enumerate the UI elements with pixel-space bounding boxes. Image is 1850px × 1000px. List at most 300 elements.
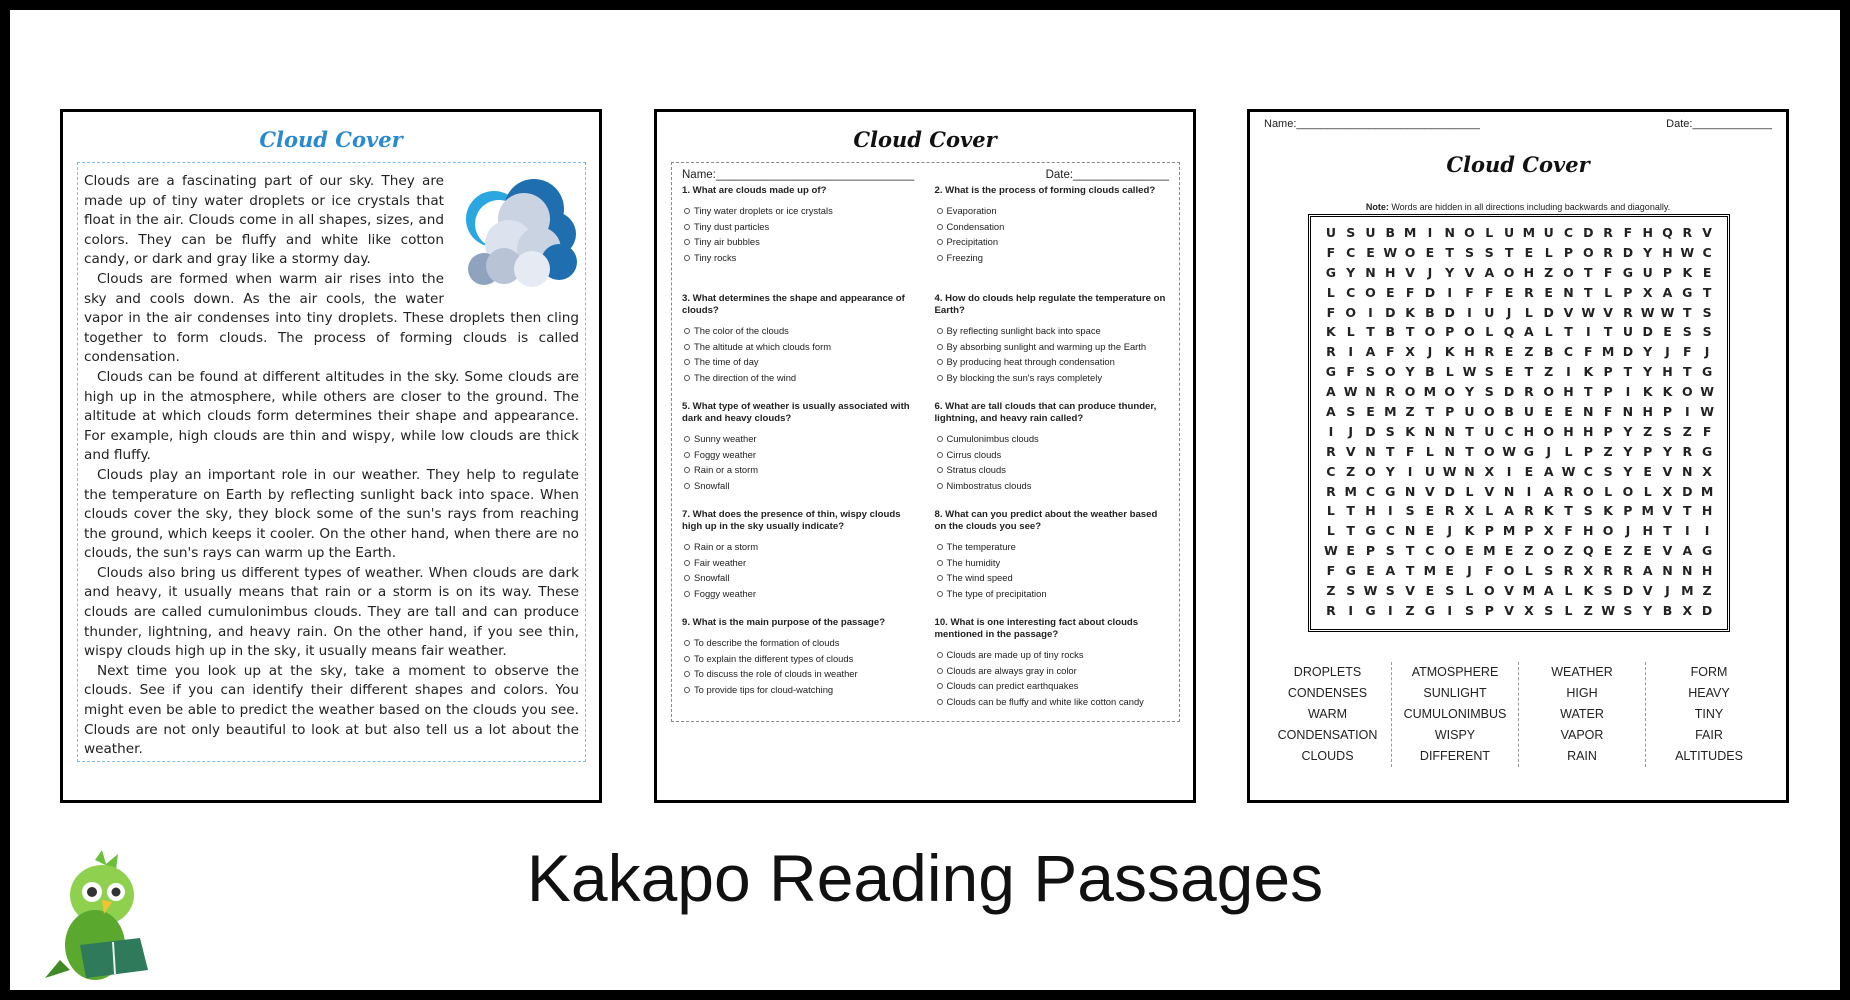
answer-option[interactable]: The humidity [935, 555, 1170, 571]
answer-option[interactable]: Sunny weather [682, 431, 917, 447]
grid-letter[interactable]: S [1484, 364, 1494, 380]
grid-letter[interactable]: N [1444, 423, 1455, 439]
grid-letter[interactable]: O [1404, 384, 1416, 400]
grid-letter[interactable]: C [1365, 483, 1376, 499]
grid-letter[interactable]: E [1366, 244, 1375, 260]
grid-letter[interactable]: F [1623, 225, 1633, 240]
grid-letter[interactable]: V [1662, 543, 1673, 559]
grid-letter[interactable]: L [1564, 443, 1573, 459]
grid-letter[interactable]: K [1603, 503, 1613, 519]
grid-letter[interactable]: A [1642, 563, 1653, 579]
grid-letter[interactable]: Z [1702, 583, 1712, 599]
grid-letter[interactable]: G [1701, 543, 1713, 559]
grid-letter[interactable]: Y [1405, 364, 1415, 380]
grid-letter[interactable]: H [1642, 523, 1653, 539]
grid-letter[interactable]: V [1662, 463, 1673, 479]
grid-letter[interactable]: O [1444, 543, 1456, 559]
grid-letter[interactable]: I [1447, 284, 1453, 300]
grid-letter[interactable]: E [1366, 404, 1375, 420]
grid-letter[interactable]: A [1524, 324, 1534, 340]
grid-letter[interactable]: O [1444, 384, 1456, 400]
grid-letter[interactable]: Q [1662, 225, 1673, 240]
grid-letter[interactable]: E [1346, 543, 1355, 559]
grid-letter[interactable]: G [1325, 364, 1337, 380]
grid-letter[interactable]: U [1484, 304, 1495, 320]
answer-option[interactable]: By reflecting sunlight back into space [935, 323, 1170, 339]
grid-letter[interactable]: T [1584, 264, 1593, 280]
grid-letter[interactable]: J [1546, 443, 1552, 459]
answer-option[interactable]: Clouds are always gray in color [935, 663, 1170, 679]
grid-letter[interactable]: C [1504, 423, 1514, 439]
grid-letter[interactable]: C [1563, 225, 1574, 240]
grid-letter[interactable]: F [1326, 304, 1336, 320]
answer-option[interactable]: Precipitation [935, 234, 1170, 250]
grid-letter[interactable]: U [1484, 423, 1495, 439]
grid-letter[interactable]: H [1385, 264, 1396, 280]
grid-letter[interactable]: O [1602, 523, 1614, 539]
grid-letter[interactable]: L [1564, 583, 1573, 599]
grid-letter[interactable]: A [1484, 264, 1495, 280]
grid-letter[interactable]: W [1700, 404, 1714, 420]
grid-letter[interactable]: E [1544, 404, 1553, 420]
grid-letter[interactable]: Y [1464, 384, 1475, 400]
answer-option[interactable]: Snowfall [682, 478, 917, 494]
grid-letter[interactable]: S [1484, 384, 1494, 400]
answer-option[interactable]: Freezing [935, 250, 1170, 266]
grid-letter[interactable]: K [1543, 503, 1554, 519]
grid-letter[interactable]: J [1704, 344, 1710, 360]
grid-letter[interactable]: D [1642, 324, 1653, 340]
grid-letter[interactable]: L [1465, 483, 1474, 499]
grid-letter[interactable]: O [1543, 384, 1555, 400]
grid-letter[interactable]: W [1601, 602, 1615, 618]
grid-letter[interactable]: Z [1623, 543, 1633, 559]
grid-letter[interactable]: D [1503, 384, 1515, 400]
grid-letter[interactable]: B [1662, 602, 1673, 618]
grid-letter[interactable]: C [1702, 244, 1712, 260]
answer-option[interactable]: Cumulonimbus clouds [935, 431, 1170, 447]
grid-letter[interactable]: V [1603, 304, 1613, 320]
grid-letter[interactable]: Z [1405, 602, 1415, 618]
grid-letter[interactable]: R [1385, 384, 1396, 400]
grid-letter[interactable]: L [1485, 225, 1494, 240]
grid-letter[interactable]: N [1424, 423, 1436, 439]
grid-letter[interactable]: Z [1524, 543, 1534, 559]
answer-option[interactable]: Tiny dust particles [682, 219, 917, 235]
grid-letter[interactable]: O [1582, 244, 1594, 260]
grid-letter[interactable]: N [1682, 463, 1693, 479]
answer-option[interactable]: Nimbostratus clouds [935, 478, 1170, 494]
grid-letter[interactable]: T [1564, 503, 1573, 519]
grid-letter[interactable]: D [1622, 244, 1634, 260]
grid-letter[interactable]: I [1566, 364, 1571, 380]
grid-letter[interactable]: G [1682, 284, 1693, 300]
grid-letter[interactable]: C [1425, 543, 1435, 559]
grid-letter[interactable]: N [1583, 404, 1594, 420]
grid-letter[interactable]: J [1447, 523, 1453, 539]
grid-letter[interactable]: D [1444, 483, 1455, 499]
grid-letter[interactable]: R [1563, 483, 1574, 499]
grid-letter[interactable]: O [1543, 543, 1555, 559]
grid-letter[interactable]: S [1346, 583, 1356, 599]
answer-option[interactable]: Foggy weather [682, 586, 917, 602]
grid-letter[interactable]: U [1622, 324, 1633, 340]
grid-letter[interactable]: J [1348, 423, 1354, 439]
grid-letter[interactable]: E [1425, 244, 1435, 260]
grid-letter[interactable]: I [1328, 423, 1334, 439]
grid-letter[interactable]: I [1427, 225, 1433, 240]
grid-letter[interactable]: R [1326, 344, 1336, 360]
grid-letter[interactable]: T [1405, 563, 1415, 579]
grid-letter[interactable]: N [1444, 225, 1455, 240]
grid-letter[interactable]: L [1425, 443, 1434, 459]
grid-letter[interactable]: E [1465, 543, 1474, 559]
grid-letter[interactable]: W [1442, 463, 1457, 479]
grid-letter[interactable]: H [1701, 503, 1713, 519]
grid-letter[interactable]: V [1504, 583, 1514, 599]
grid-letter[interactable]: P [1445, 324, 1455, 340]
grid-letter[interactable]: N [1365, 264, 1376, 280]
grid-letter[interactable]: C [1346, 284, 1356, 300]
grid-letter[interactable]: O [1464, 225, 1475, 240]
grid-letter[interactable]: D [1444, 304, 1455, 320]
grid-letter[interactable]: F [1584, 344, 1593, 360]
answer-option[interactable]: Tiny water droplets or ice crystals [682, 203, 917, 219]
grid-letter[interactable]: I [1348, 602, 1354, 618]
grid-letter[interactable]: K [1682, 264, 1693, 280]
grid-letter[interactable]: U [1523, 404, 1534, 420]
grid-letter[interactable]: S [1464, 244, 1474, 260]
grid-letter[interactable]: V [1405, 583, 1415, 599]
grid-letter[interactable]: A [1543, 483, 1554, 499]
grid-letter[interactable]: C [1346, 244, 1356, 260]
grid-letter[interactable]: G [1701, 443, 1713, 459]
grid-letter[interactable]: O [1464, 324, 1475, 340]
answer-option[interactable]: By blocking the sun's rays completely [935, 370, 1170, 386]
grid-letter[interactable]: X [1702, 463, 1712, 479]
grid-letter[interactable]: G [1365, 523, 1376, 539]
grid-letter[interactable]: V [1484, 483, 1495, 499]
grid-letter[interactable]: N [1404, 523, 1416, 539]
grid-letter[interactable]: Y [1385, 463, 1395, 479]
grid-letter[interactable]: L [1524, 563, 1533, 579]
grid-letter[interactable]: R [1326, 602, 1336, 618]
answer-option[interactable]: Fair weather [682, 555, 917, 571]
grid-letter[interactable]: E [1524, 463, 1534, 479]
grid-letter[interactable]: M [1423, 384, 1437, 400]
grid-letter[interactable]: Z [1643, 423, 1653, 439]
grid-letter[interactable]: M [1601, 344, 1615, 360]
grid-letter[interactable]: U [1642, 264, 1653, 280]
grid-letter[interactable]: B [1425, 304, 1435, 320]
grid-letter[interactable]: Y [1445, 264, 1455, 280]
grid-letter[interactable]: P [1563, 244, 1574, 260]
grid-letter[interactable]: W [1660, 304, 1675, 320]
grid-letter[interactable]: A [1385, 563, 1396, 579]
grid-letter[interactable]: E [1504, 344, 1514, 360]
grid-letter[interactable]: O [1622, 483, 1634, 499]
grid-letter[interactable]: T [1465, 443, 1474, 459]
grid-letter[interactable]: O [1503, 264, 1515, 280]
answer-option[interactable]: Clouds are made up of tiny rocks [935, 647, 1170, 663]
grid-letter[interactable]: I [1585, 324, 1591, 340]
grid-letter[interactable]: O [1563, 264, 1574, 280]
grid-letter[interactable]: K [1326, 324, 1336, 340]
grid-letter[interactable]: E [1643, 463, 1652, 479]
grid-letter[interactable]: X [1642, 284, 1653, 300]
grid-letter[interactable]: L [1346, 324, 1355, 340]
grid-letter[interactable]: P [1445, 404, 1455, 420]
grid-letter[interactable]: T [1663, 523, 1672, 539]
grid-letter[interactable]: I [1506, 463, 1512, 479]
grid-letter[interactable]: E [1504, 364, 1514, 380]
answer-option[interactable]: Rain or a storm [682, 462, 917, 478]
grid-letter[interactable]: E [1524, 244, 1534, 260]
grid-letter[interactable]: O [1543, 423, 1555, 439]
grid-letter[interactable]: I [1387, 602, 1393, 618]
grid-letter[interactable]: P [1662, 404, 1673, 420]
grid-letter[interactable]: R [1484, 344, 1495, 360]
grid-letter[interactable]: D [1583, 225, 1594, 240]
grid-letter[interactable]: N [1404, 483, 1416, 499]
grid-letter[interactable]: S [1544, 602, 1554, 618]
grid-letter[interactable]: E [1663, 324, 1672, 340]
grid-letter[interactable]: U [1424, 463, 1435, 479]
grid-letter[interactable]: N [1563, 284, 1574, 300]
grid-letter[interactable]: E [1544, 284, 1553, 300]
grid-letter[interactable]: R [1682, 443, 1693, 459]
grid-letter[interactable]: E [1564, 404, 1573, 420]
grid-letter[interactable]: T [1584, 284, 1593, 300]
grid-letter[interactable]: H [1701, 563, 1713, 579]
grid-letter[interactable]: F [1346, 364, 1355, 380]
grid-letter[interactable]: A [1504, 503, 1514, 519]
grid-letter[interactable]: Z [1563, 543, 1574, 559]
grid-letter[interactable]: W [1343, 384, 1358, 400]
grid-letter[interactable]: B [1543, 344, 1554, 360]
grid-letter[interactable]: E [1425, 523, 1435, 539]
grid-letter[interactable]: J [1506, 304, 1512, 320]
grid-letter[interactable]: S [1445, 583, 1455, 599]
grid-letter[interactable]: S [1385, 543, 1395, 559]
grid-letter[interactable]: S [1346, 225, 1356, 240]
grid-letter[interactable]: X [1682, 602, 1693, 618]
grid-letter[interactable]: W [1462, 364, 1477, 380]
answer-option[interactable]: The color of the clouds [682, 323, 917, 339]
grid-letter[interactable]: P [1662, 264, 1673, 280]
grid-letter[interactable]: T [1683, 503, 1692, 519]
grid-letter[interactable]: S [1464, 602, 1474, 618]
grid-letter[interactable]: T [1564, 324, 1573, 340]
grid-letter[interactable]: F [1485, 563, 1494, 579]
grid-letter[interactable]: N [1622, 404, 1634, 420]
grid-letter[interactable]: J [1665, 344, 1670, 360]
grid-letter[interactable]: A [1326, 404, 1336, 420]
grid-letter[interactable]: U [1464, 404, 1475, 420]
grid-letter[interactable]: N [1444, 443, 1455, 459]
grid-letter[interactable]: T [1504, 244, 1514, 260]
grid-letter[interactable]: T [1405, 324, 1415, 340]
grid-letter[interactable]: R [1524, 284, 1534, 300]
grid-letter[interactable]: T [1425, 404, 1435, 420]
grid-letter[interactable]: H [1642, 225, 1653, 240]
grid-letter[interactable]: P [1643, 443, 1653, 459]
grid-letter[interactable]: E [1643, 543, 1652, 559]
answer-option[interactable]: Clouds can be fluffy and white like cotton candy [935, 694, 1170, 710]
grid-letter[interactable]: I [1625, 384, 1631, 400]
grid-letter[interactable]: C [1326, 463, 1336, 479]
grid-letter[interactable]: E [1425, 583, 1435, 599]
grid-letter[interactable]: M [1641, 503, 1654, 519]
grid-letter[interactable]: O [1503, 563, 1515, 579]
grid-letter[interactable]: N [1464, 463, 1475, 479]
grid-letter[interactable]: M [1681, 583, 1694, 599]
grid-letter[interactable]: U [1325, 225, 1336, 240]
grid-letter[interactable]: L [1445, 364, 1454, 380]
grid-letter[interactable]: P [1365, 543, 1376, 559]
grid-letter[interactable]: F [1702, 423, 1712, 439]
grid-letter[interactable]: F [1405, 284, 1415, 300]
grid-letter[interactable]: X [1484, 463, 1495, 479]
grid-letter[interactable]: W [1502, 443, 1516, 459]
grid-letter[interactable]: F [1326, 244, 1336, 260]
answer-option[interactable]: The type of precipitation [935, 586, 1170, 602]
grid-letter[interactable]: Z [1524, 344, 1534, 360]
grid-letter[interactable]: S [1385, 583, 1395, 599]
grid-letter[interactable]: M [1522, 583, 1536, 599]
grid-letter[interactable]: F [1386, 344, 1395, 360]
grid-letter[interactable]: T [1346, 523, 1355, 539]
grid-letter[interactable]: N [1365, 384, 1376, 400]
grid-letter[interactable]: R [1682, 225, 1693, 240]
grid-letter[interactable]: H [1662, 364, 1673, 380]
answer-option[interactable]: Evaporation [935, 203, 1170, 219]
answer-option[interactable]: The temperature [935, 539, 1170, 555]
grid-letter[interactable]: L [1524, 304, 1533, 320]
grid-letter[interactable]: G [1523, 443, 1535, 459]
grid-letter[interactable]: J [1625, 523, 1631, 539]
grid-letter[interactable]: T [1445, 244, 1454, 260]
grid-letter[interactable]: O [1424, 324, 1436, 340]
grid-letter[interactable]: P [1484, 602, 1494, 618]
grid-letter[interactable]: S [1484, 244, 1494, 260]
grid-letter[interactable]: M [1344, 483, 1357, 499]
grid-letter[interactable]: A [1365, 344, 1376, 360]
answer-option[interactable]: The time of day [682, 354, 917, 370]
grid-letter[interactable]: I [1467, 304, 1472, 320]
grid-letter[interactable]: F [1485, 284, 1494, 300]
grid-letter[interactable]: Z [1405, 404, 1415, 420]
grid-letter[interactable]: L [1326, 523, 1335, 539]
answer-option[interactable]: Foggy weather [682, 447, 917, 463]
grid-letter[interactable]: H [1464, 344, 1475, 360]
grid-letter[interactable]: M [1502, 523, 1516, 539]
grid-letter[interactable]: E [1445, 563, 1454, 579]
grid-letter[interactable]: T [1603, 324, 1613, 340]
answer-option[interactable]: The wind speed [935, 570, 1170, 586]
grid-letter[interactable]: L [1326, 284, 1335, 300]
answer-option[interactable]: Tiny air bubbles [682, 234, 917, 250]
grid-letter[interactable]: G [1385, 483, 1396, 499]
grid-letter[interactable]: N [1682, 563, 1693, 579]
grid-letter[interactable]: S [1702, 304, 1712, 320]
grid-letter[interactable]: E [1702, 264, 1712, 280]
grid-letter[interactable]: R [1563, 563, 1574, 579]
grid-letter[interactable]: R [1603, 225, 1613, 240]
grid-letter[interactable]: P [1603, 384, 1613, 400]
answer-option[interactable]: Condensation [935, 219, 1170, 235]
grid-letter[interactable]: W [1581, 304, 1596, 320]
grid-letter[interactable]: T [1702, 284, 1712, 300]
grid-letter[interactable]: D [1701, 602, 1713, 618]
grid-letter[interactable]: B [1385, 225, 1396, 240]
grid-letter[interactable]: S [1702, 324, 1712, 340]
grid-letter[interactable]: L [1564, 602, 1573, 618]
answer-option[interactable]: To provide tips for cloud-watching [682, 682, 917, 698]
grid-letter[interactable]: M [1700, 483, 1714, 499]
grid-letter[interactable]: T [1683, 304, 1692, 320]
grid-letter[interactable]: W [1363, 583, 1378, 599]
grid-letter[interactable]: Y [1643, 244, 1653, 260]
grid-letter[interactable]: L [1465, 583, 1474, 599]
grid-letter[interactable]: F [1683, 344, 1692, 360]
grid-letter[interactable]: D [1622, 583, 1634, 599]
grid-letter[interactable]: O [1582, 483, 1594, 499]
grid-letter[interactable]: T [1584, 384, 1593, 400]
grid-letter[interactable]: S [1603, 583, 1613, 599]
grid-letter[interactable]: X [1662, 483, 1673, 499]
answer-option[interactable]: To explain the different types of clouds [682, 651, 917, 667]
grid-letter[interactable]: G [1365, 602, 1376, 618]
grid-letter[interactable]: Y [1643, 602, 1653, 618]
grid-letter[interactable]: T [1386, 443, 1395, 459]
grid-letter[interactable]: O [1384, 364, 1396, 380]
grid-letter[interactable]: G [1345, 563, 1356, 579]
grid-letter[interactable]: E [1386, 284, 1395, 300]
grid-letter[interactable]: T [1346, 503, 1355, 519]
grid-letter[interactable]: Y [1643, 344, 1653, 360]
grid-letter[interactable]: O [1483, 583, 1495, 599]
grid-letter[interactable]: L [1544, 324, 1553, 340]
grid-letter[interactable]: Z [1682, 423, 1692, 439]
grid-letter[interactable]: V [1702, 225, 1712, 240]
grid-letter[interactable]: I [1684, 404, 1690, 420]
grid-letter[interactable]: Y [1346, 264, 1356, 280]
grid-letter[interactable]: K [1583, 364, 1594, 380]
grid-letter[interactable]: K [1464, 523, 1475, 539]
grid-letter[interactable]: I [1387, 503, 1393, 519]
grid-letter[interactable]: S [1623, 602, 1633, 618]
grid-letter[interactable]: Z [1544, 264, 1554, 280]
grid-letter[interactable]: S [1365, 364, 1375, 380]
grid-letter[interactable]: V [1464, 264, 1475, 280]
grid-letter[interactable]: I [1526, 483, 1532, 499]
grid-letter[interactable]: W [1640, 304, 1655, 320]
grid-letter[interactable]: Z [1326, 583, 1336, 599]
answer-option[interactable]: Tiny rocks [682, 250, 917, 266]
grid-letter[interactable]: R [1623, 304, 1633, 320]
grid-letter[interactable]: V [1345, 443, 1356, 459]
grid-letter[interactable]: S [1385, 423, 1395, 439]
grid-letter[interactable]: G [1622, 264, 1634, 280]
grid-letter[interactable]: I [1704, 523, 1710, 539]
grid-letter[interactable]: Q [1503, 324, 1515, 340]
grid-letter[interactable]: R [1444, 503, 1455, 519]
grid-letter[interactable]: I [1684, 523, 1690, 539]
grid-letter[interactable]: T [1405, 543, 1415, 559]
grid-letter[interactable]: W [1700, 384, 1714, 400]
grid-letter[interactable]: S [1662, 423, 1672, 439]
